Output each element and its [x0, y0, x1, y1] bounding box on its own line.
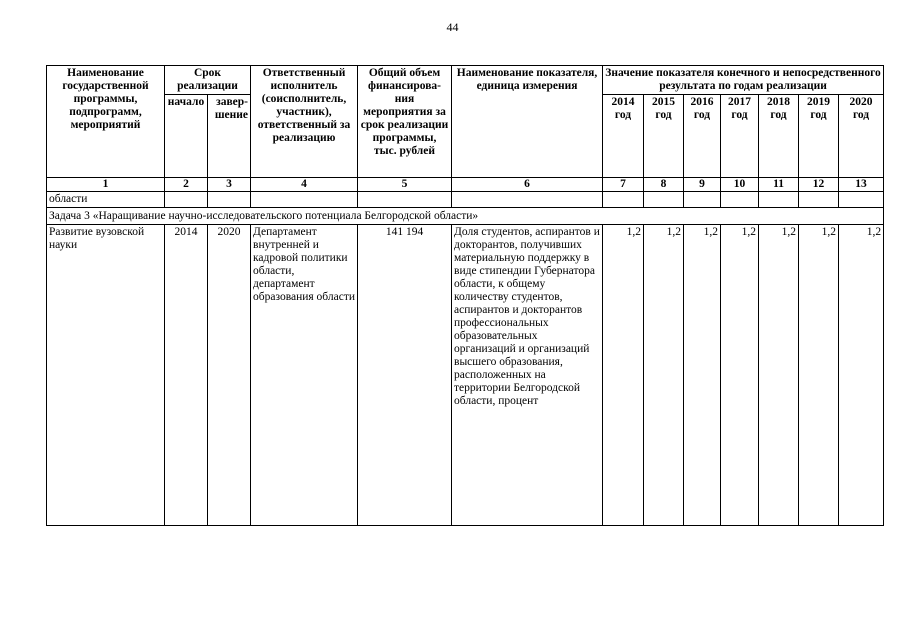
column-number: 1 [47, 178, 165, 192]
header-values-group: Значение показателя конечного и непосредственного результата по годам реализации [603, 66, 884, 95]
value-2014: 1,2 [603, 225, 644, 526]
header-year-2019: 2019 год [799, 95, 839, 178]
continuation-text: области [47, 192, 165, 208]
header-funding: Общий объем финансирова- ния мероприятия за срок реализации программы, тыс. рублей [358, 66, 452, 178]
column-number: 9 [684, 178, 721, 192]
header-end: завер- шение [208, 95, 251, 178]
column-number: 13 [839, 178, 884, 192]
header-start: начало [165, 95, 208, 178]
responsible-executor: Департамент внутренней и кадровой политики области, департамент образования области [251, 225, 358, 526]
page-number: 44 [446, 20, 459, 34]
value-2019: 1,2 [799, 225, 839, 526]
measure-name: Развитие вузовской науки [47, 225, 165, 526]
header-year-2018: 2018 год [759, 95, 799, 178]
header-year-2020: 2020 год [839, 95, 884, 178]
start-year: 2014 [165, 225, 208, 526]
value-2017: 1,2 [721, 225, 759, 526]
header-responsible: Ответственный исполнитель (соисполнитель, участник), ответственный за реализацию [251, 66, 358, 178]
column-number: 12 [799, 178, 839, 192]
value-2018: 1,2 [759, 225, 799, 526]
column-number: 7 [603, 178, 644, 192]
header-year-2015: 2015 год [644, 95, 684, 178]
column-number: 10 [721, 178, 759, 192]
header-term-group: Срок реализации [165, 66, 251, 95]
column-number: 6 [452, 178, 603, 192]
column-number: 8 [644, 178, 684, 192]
value-2020: 1,2 [839, 225, 884, 526]
value-2016: 1,2 [684, 225, 721, 526]
header-indicator: Наименование показателя, единица измерения [452, 66, 603, 178]
continuation-row [47, 192, 884, 208]
column-numbers-row [47, 178, 884, 192]
task-row [47, 208, 884, 225]
header-year-2016: 2016 год [684, 95, 721, 178]
indicator-name: Доля студентов, аспирантов и докторантов, получивших материальную поддержку в виде стипендии Губернатора области, к общему количеству студентов, аспирантов и докторантов профессиональных образовательных организаций и организаций высшего образования, расположенных на территории Белгородской области, процент [452, 225, 603, 526]
header-year-2014: 2014 год [603, 95, 644, 178]
table-row [47, 225, 884, 526]
header-program-name: Наименование государственной программы, подпрограмм, мероприятий [47, 66, 165, 178]
header-row-1 [47, 66, 884, 95]
funding-amount: 141 194 [358, 225, 452, 526]
program-table [46, 65, 884, 526]
task-title: Задача 3 «Наращивание научно-исследовательского потенциала Белгородской области» [47, 208, 884, 225]
column-number: 11 [759, 178, 799, 192]
header-year-2017: 2017 год [721, 95, 759, 178]
column-number: 2 [165, 178, 208, 192]
value-2015: 1,2 [644, 225, 684, 526]
column-number: 3 [208, 178, 251, 192]
column-number: 4 [251, 178, 358, 192]
column-number: 5 [358, 178, 452, 192]
end-year: 2020 [208, 225, 251, 526]
